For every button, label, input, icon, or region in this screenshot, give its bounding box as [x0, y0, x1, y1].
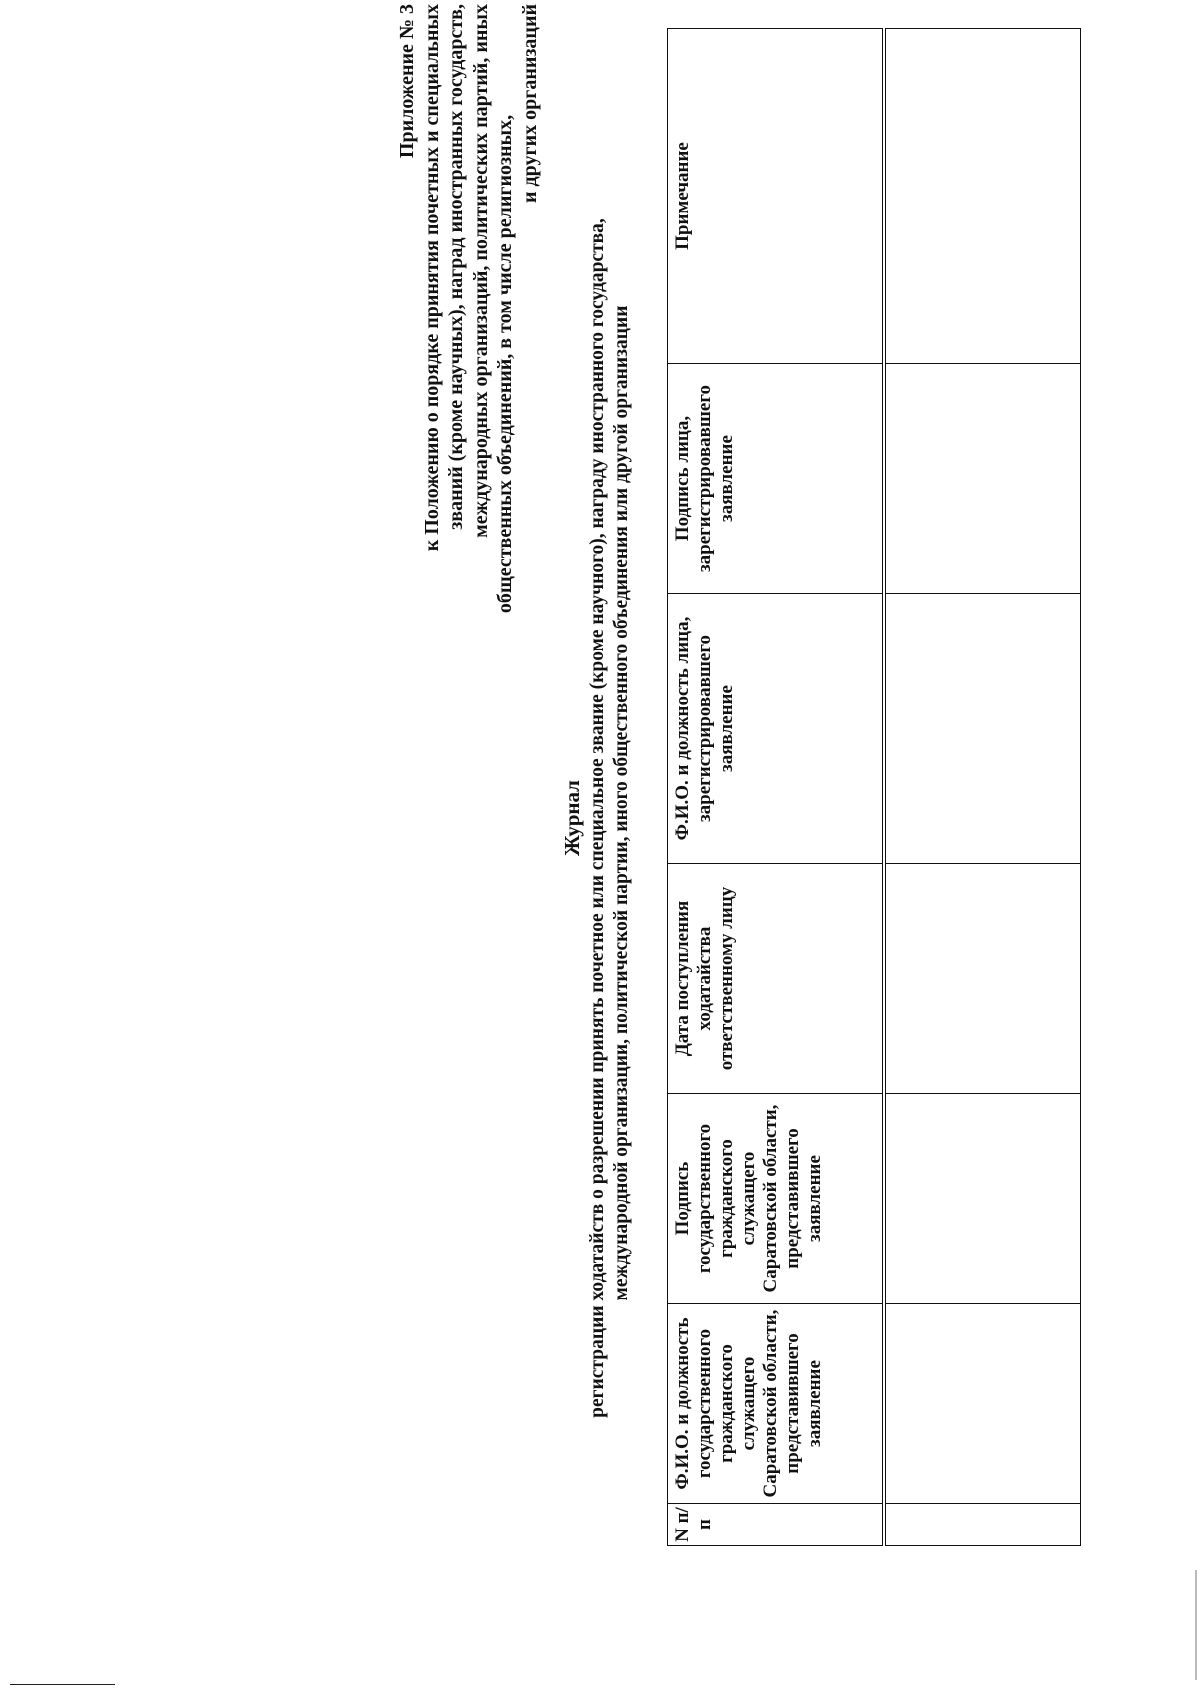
- page-footer-rule: [10, 1684, 115, 1685]
- column-header-applicant-signature: Подпись государственного гражданского служащего Саратовской области, представившего заявление: [668, 1094, 885, 1304]
- column-header-applicant-name: Ф.И.О. и должность государственного гражданского служащего Саратовской области, представившего заявление: [668, 1304, 885, 1504]
- table-header-row: [668, 29, 885, 1546]
- journal-heading: [560, 18, 634, 1618]
- column-header-registrar-signature: Подпись лица, зарегистрировавшего заявление: [668, 364, 885, 594]
- journal-subtitle-line: регистрации ходатайств о разрешении принять почетное или специальное звание (кроме научного), награду иностранного государства,: [587, 218, 608, 1418]
- registration-table-wrap: [667, 28, 1077, 1546]
- column-header-number: N п/п: [668, 1504, 885, 1546]
- journal-subtitle-line: международной организации, политической партии, иного общественного объединения или другой организации: [611, 305, 632, 1301]
- annex-line: общественных объединений, в том числе религиозных,: [494, 114, 516, 614]
- table-row: [884, 29, 1081, 1546]
- scan-edge-mark: [1195, 1570, 1197, 1680]
- table-cell[interactable]: [884, 1504, 1081, 1546]
- annex-line: званий (кроме научных), наград иностранных государств,: [445, 4, 467, 530]
- annex-number: Приложение № 3: [396, 4, 418, 159]
- table-cell[interactable]: [884, 864, 1081, 1094]
- table-cell[interactable]: [884, 364, 1081, 594]
- registration-table: [667, 28, 1081, 1546]
- journal-title: Журнал: [560, 780, 584, 856]
- table-cell[interactable]: [884, 1094, 1081, 1304]
- annex-line: международных организаций, политических партий, иных: [469, 4, 492, 538]
- annex-line: и других организаций: [518, 4, 541, 203]
- table-cell[interactable]: [884, 594, 1081, 864]
- table-cell[interactable]: [884, 1304, 1081, 1504]
- table-cell[interactable]: [884, 29, 1081, 364]
- column-header-note: Примечание: [668, 29, 885, 364]
- column-header-registrar-name: Ф.И.О. и должность лица, зарегистрировавшего заявление: [668, 594, 885, 864]
- annex-line: к Положению о порядке принятия почетных и специальных: [420, 4, 443, 552]
- annex-header: [395, 4, 542, 724]
- rotated-sheet: [395, 0, 1155, 1618]
- column-header-receipt-date: Дата поступления ходатайства ответственному лицу: [668, 864, 885, 1094]
